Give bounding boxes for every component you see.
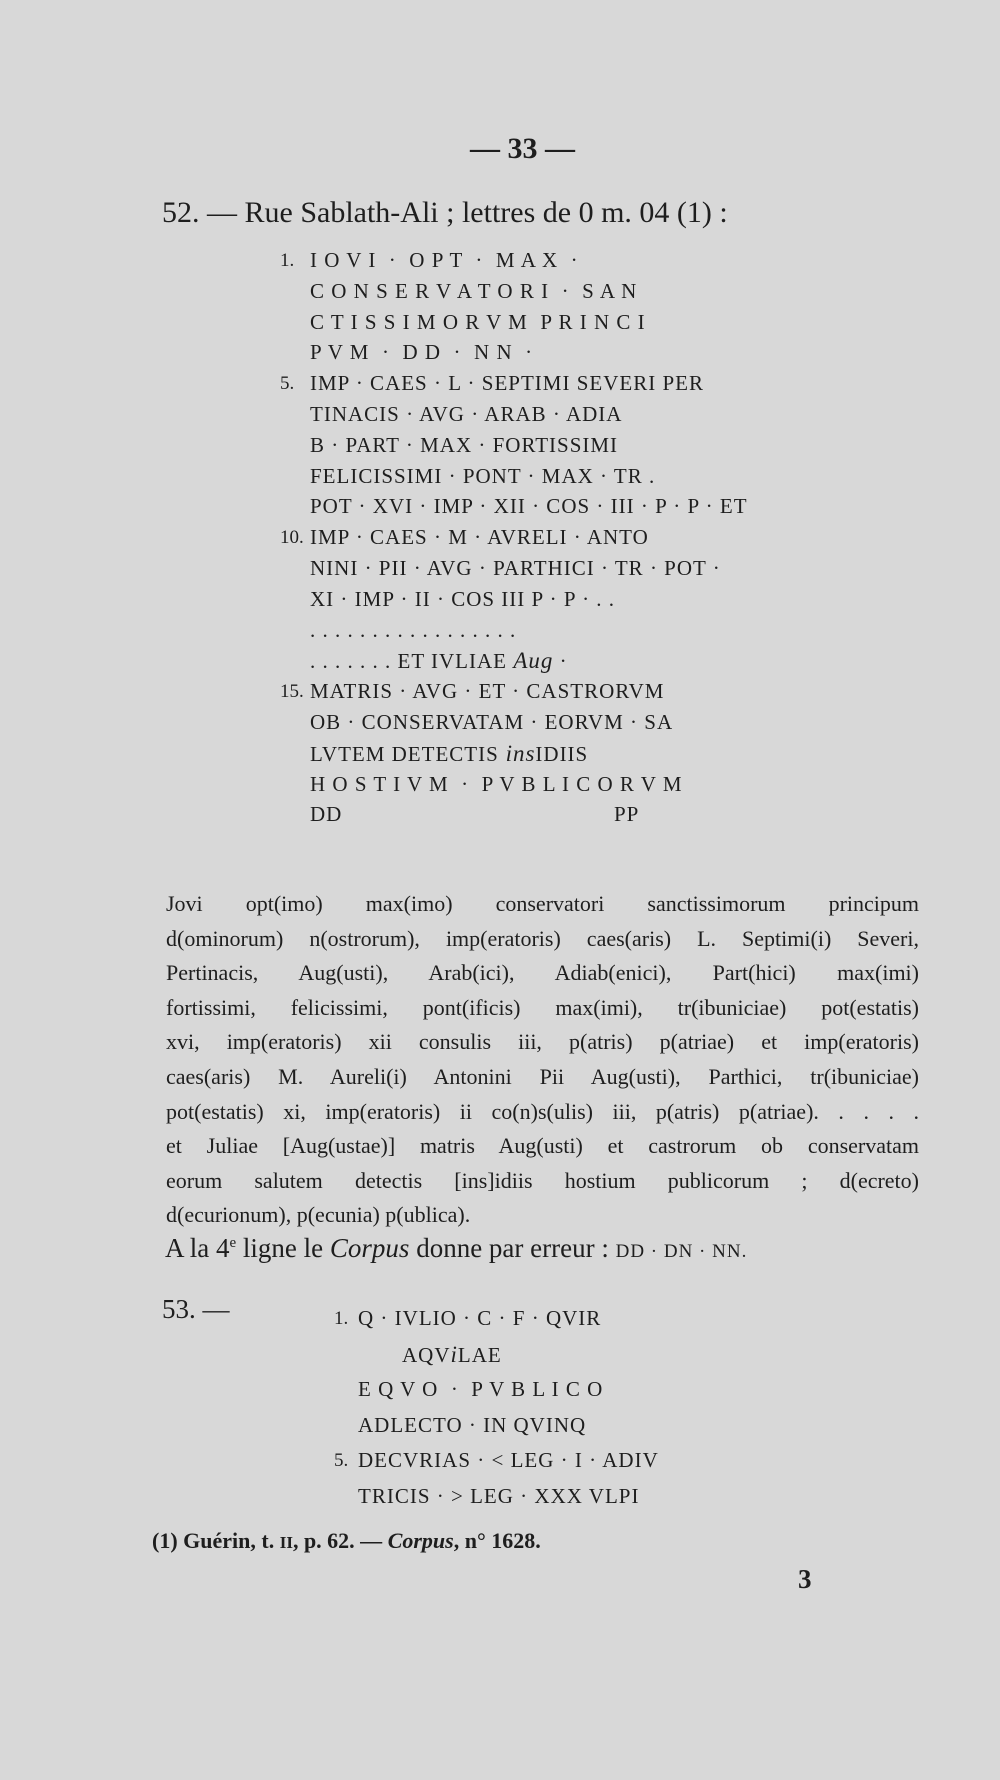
inscription-52-line-number: 1. bbox=[280, 250, 295, 271]
note-corpus: Corpus bbox=[329, 1233, 410, 1263]
note-pre: A la 4 bbox=[165, 1233, 230, 1263]
inscription-52-line-right: PP bbox=[614, 802, 640, 827]
footnote-corpus: Corpus bbox=[387, 1528, 454, 1553]
entry-53-number: 53. — bbox=[162, 1294, 230, 1324]
inscription-52-line: . . . . . . . ET IVLIAE Aug · bbox=[310, 648, 568, 674]
transcription-line: fortissimi, felicissimi, pont(ificis) max(imi), tr(ibuniciae) pot(estatis) bbox=[166, 994, 919, 1020]
signature-mark: 3 bbox=[798, 1564, 812, 1594]
transcription-line: xvi, imp(eratoris) xii consulis iii, p(atris) p(atriae) et imp(eratoris) bbox=[166, 1029, 919, 1055]
inscription-52-line: XI · IMP · II · COS III P · P · . . bbox=[310, 586, 616, 611]
inscription-52-line-number: 15. bbox=[280, 681, 304, 703]
transcription-line: Pertinacis, Aug(usti), Arab(ici), Adiab(enici), Part(hici) max(imi) bbox=[166, 960, 919, 986]
inscription-53-line: E Q V O · P V B L I C O bbox=[358, 1377, 604, 1401]
note-smallcaps: DD · DN · NN. bbox=[615, 1241, 748, 1262]
note-mid: ligne le bbox=[236, 1233, 330, 1263]
inscription-53-line: Q · IVLIO · C · F · QVIR bbox=[358, 1306, 602, 1330]
transcription-line: caes(aris) M. Aureli(i) Antonini Pii Aug(usti), Parthici, tr(ibuniciae) bbox=[166, 1064, 919, 1089]
inscription-52-line: C T I S S I M O R V M P R I N C I bbox=[310, 309, 646, 334]
correction-note bbox=[165, 1233, 747, 1264]
footnote bbox=[152, 1528, 541, 1554]
inscription-53-line-number: 5. bbox=[334, 1450, 349, 1471]
transcription-line: pot(estatis) xi, imp(eratoris) ii co(n)s(ulis) iii, p(atris) p(atriae). . . . . bbox=[166, 1098, 919, 1124]
inscription-53-line-number: 1. bbox=[334, 1308, 349, 1329]
inscription-52-line: FELICISSIMI · PONT · MAX · TR . bbox=[310, 463, 656, 488]
inscription-52-line: LVTEM DETECTIS insIDIIS bbox=[310, 740, 589, 766]
inscription-53-line: ADLECTO · IN QVINQ bbox=[358, 1412, 587, 1437]
transcription-line: d(ominorum) n(ostrorum), imp(eratoris) caes(aris) L. Septimi(i) Severi, bbox=[166, 925, 919, 951]
inscription-53-line: TRICIS · > LEG · XXX VLPI bbox=[358, 1483, 640, 1508]
inscription-52-line: B · PART · MAX · FORTISSIMI bbox=[310, 432, 619, 457]
inscription-52-line: . . . . . . . . . . . . . . . . . bbox=[310, 617, 517, 642]
transcription-line: et Juliae [Aug(ustae)] matris Aug(usti) et castrorum ob conservatam bbox=[166, 1133, 919, 1159]
inscription-52-line: C O N S E R V A T O R I · S A N bbox=[310, 278, 638, 303]
inscription-52-line: TINACIS · AVG · ARAB · ADIA bbox=[310, 402, 623, 426]
inscription-52-line: H O S T I V M · P V B L I C O R V M bbox=[310, 771, 683, 796]
footnote-post: , n° 1628. bbox=[453, 1528, 541, 1553]
note-post: donne par erreur : bbox=[409, 1233, 616, 1263]
footnote-mid: , p. 62. — bbox=[292, 1528, 388, 1553]
inscription-53-italic-restoration: i bbox=[450, 1341, 458, 1367]
inscription-52-line: DD bbox=[310, 802, 343, 827]
transcription-line: d(ecurionum), p(ecunia) p(ublica). bbox=[166, 1202, 471, 1228]
transcription-line: Jovi opt(imo) max(imo) conservatori sanctissimorum principum bbox=[166, 891, 919, 916]
inscription-52-line-number: 5. bbox=[280, 373, 295, 395]
inscription-53-line: AQViLAE bbox=[402, 1341, 502, 1367]
inscription-52-line-number: 10. bbox=[280, 527, 304, 549]
inscription-52-line: I O V I · O P T · M A X · bbox=[310, 248, 579, 272]
footnote-small: II bbox=[279, 1533, 293, 1552]
inscription-52-italic-restoration: ins bbox=[498, 740, 536, 766]
note-sup: e bbox=[229, 1235, 237, 1251]
footnote-pre: (1) Guérin, t. bbox=[152, 1528, 280, 1553]
inscription-52-line: MATRIS · AVG · ET · CASTRORVM bbox=[310, 679, 665, 704]
inscription-52-line: NINI · PII · AVG · PARTHICI · TR · POT · bbox=[310, 556, 721, 580]
entry-52-heading: 52. — Rue Sablath-Ali ; lettres de 0 m. 04 (1) : bbox=[162, 196, 728, 229]
inscription-52-line: IMP · CAES · M · AVRELI · ANTO bbox=[310, 525, 649, 550]
inscription-52-line: P V M · D D · N N · bbox=[310, 340, 534, 365]
inscription-52-line: POT · XVI · IMP · XII · COS · III · P · P · ET bbox=[310, 494, 748, 519]
inscription-52-italic-restoration: Aug bbox=[507, 648, 554, 674]
inscription-53-line: DECVRIAS · < LEG · I · ADIV bbox=[358, 1448, 659, 1472]
page-number: — 33 — bbox=[470, 132, 575, 165]
transcription-line: eorum salutem detectis [ins]idiis hostium publicorum ; d(ecreto) bbox=[166, 1167, 919, 1193]
inscription-52-line: OB · CONSERVATAM · EORVM · SA bbox=[310, 710, 674, 734]
inscription-52-line: IMP · CAES · L · SEPTIMI SEVERI PER bbox=[310, 371, 704, 396]
